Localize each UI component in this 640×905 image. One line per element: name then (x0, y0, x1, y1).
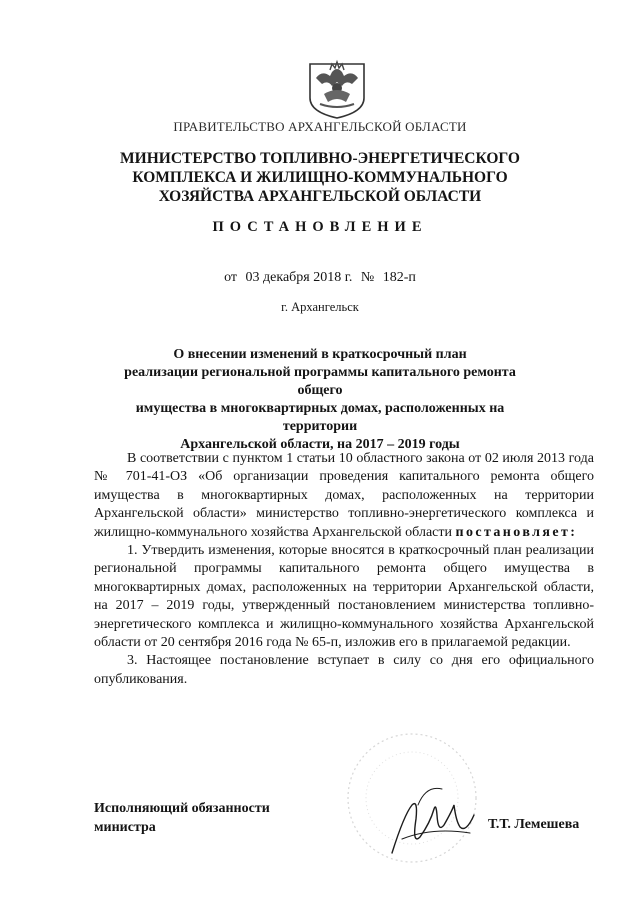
number-sign: № (360, 270, 375, 285)
date-prefix: от (224, 270, 238, 285)
item-3-paragraph: 3. Настоящее постановление вступает в силу со дня его официального опубликования. (94, 653, 594, 687)
document-subject (104, 346, 536, 454)
subject-line: реализации региональной программы капитального ремонта общего (124, 365, 516, 398)
handwritten-signature (382, 775, 482, 865)
preamble-text: В соответствии с пунктом 1 статьи 10 областного закона от 02 июля 2013 года № 701-41-ОЗ «Об организации проведения капитального ремонта общего имущества в многоквартирных домах, расположенных на территории Архангельской области» министерство топливно-энергетического комплекса и жилищно-коммунального хозяйства Архангельской области (94, 451, 594, 540)
signatory-title-line: Исполняющий обязанности (94, 801, 270, 816)
subject-line: О внесении изменений в краткосрочный план (173, 347, 467, 362)
government-name: ПРАВИТЕЛЬСТВО АРХАНГЕЛЬСКОЙ ОБЛАСТИ (173, 119, 467, 134)
subject-line: Архангельской области, на 2017 – 2019 годы (180, 437, 460, 452)
document-number: 182-п (382, 270, 416, 285)
document-type: ПОСТАНОВЛЕНИЕ (212, 219, 428, 235)
ministry-line: МИНИСТЕРСТВО ТОПЛИВНО-ЭНЕРГЕТИЧЕСКОГО (120, 150, 520, 167)
document-date: 03 декабря 2018 г. (245, 270, 353, 285)
date-number-line (0, 270, 640, 286)
preamble-paragraph (94, 450, 594, 542)
resolves-word: постановляет: (455, 524, 578, 540)
item-1-paragraph: 1. Утвердить изменения, которые вносятся в краткосрочный план реализации региональной программы капитального ремонта общего имущества в многоквартирных домах, расположенных на территории Архангельской области, на 2017 – 2019 годы, утвержденный постановлением министерства топливно-энергетического комплекса и жилищно-коммунального хозяйства Архангельской области от 20 сентября 2016 года № 65-п, изложив его в прилагаемой редакции. (94, 543, 594, 651)
ministry-line: КОМПЛЕКСА И ЖИЛИЩНО-КОММУНАЛЬНОГО (132, 169, 508, 186)
ministry-line: ХОЗЯЙСТВА АРХАНГЕЛЬСКОЙ ОБЛАСТИ (158, 188, 482, 205)
signatory-title (94, 799, 270, 837)
signatory-title-line: министра (94, 820, 156, 835)
signatory-name: Т.Т. Лемешева (488, 817, 580, 832)
document-body (94, 450, 594, 689)
coat-of-arms-icon (302, 58, 372, 120)
ministry-name (120, 149, 520, 206)
place-of-issue: г. Архангельск (281, 300, 359, 314)
subject-line: имущества в многоквартирных домах, расположенных на территории (135, 401, 505, 434)
